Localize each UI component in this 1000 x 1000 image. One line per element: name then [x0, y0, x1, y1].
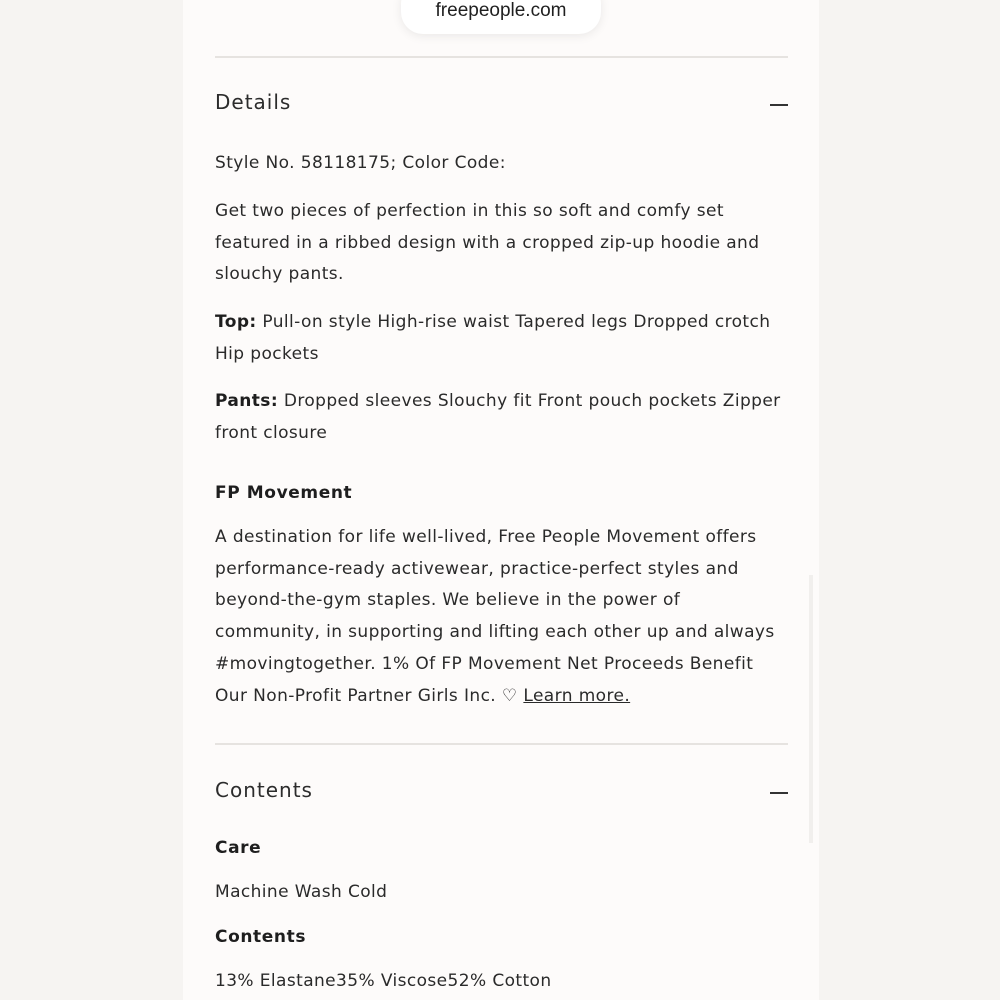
care-text: Machine Wash Cold [215, 882, 388, 902]
top-features [215, 307, 788, 370]
pants-features [215, 386, 788, 449]
style-number: Style No. 58118175; Color Code: [215, 153, 506, 173]
materials-text: 13% Elastane35% Viscose52% Cotton [215, 971, 552, 991]
minus-icon[interactable] [770, 792, 788, 794]
divider [215, 743, 788, 745]
url-text: freepeople.com [435, 0, 567, 21]
minus-icon[interactable] [770, 104, 788, 106]
brand-description-text: A destination for life well-lived, Free People Movement offers performance-ready activewear, practice-perfect styles and beyond-the-gym staples. We believe in the power of community, in supporting and lifting each other up and always #movingtogether. 1% Of FP Movement Net Proceeds Benefit Our Non-Profit Partner Girls Inc. ♡ [215, 527, 775, 706]
brand-heading: FP Movement [215, 483, 353, 503]
product-description: Get two pieces of perfection in this so soft and comfy set featured in a ribbed design with a cropped zip-up hoodie and slouchy pants. [215, 201, 760, 285]
contents-section-title: Contents [215, 778, 313, 802]
address-bar[interactable] [401, 0, 601, 34]
materials-heading: Contents [215, 927, 307, 947]
details-section-title: Details [215, 90, 292, 114]
top-features-text: Pull-on style High-rise waist Tapered legs Dropped crotch Hip pockets [215, 312, 771, 364]
details-section-header[interactable] [215, 90, 788, 120]
pants-features-text: Dropped sleeves Slouchy fit Front pouch pockets Zipper front closure [215, 391, 781, 443]
pants-label: Pants: [215, 391, 279, 411]
care-heading: Care [215, 838, 262, 858]
scrollbar[interactable] [809, 575, 813, 843]
product-page [183, 0, 819, 1000]
top-label: Top: [215, 312, 257, 332]
brand-description [215, 522, 788, 712]
contents-section-header[interactable] [215, 778, 788, 808]
divider [215, 56, 788, 58]
learn-more-link[interactable]: Learn more. [523, 685, 631, 706]
